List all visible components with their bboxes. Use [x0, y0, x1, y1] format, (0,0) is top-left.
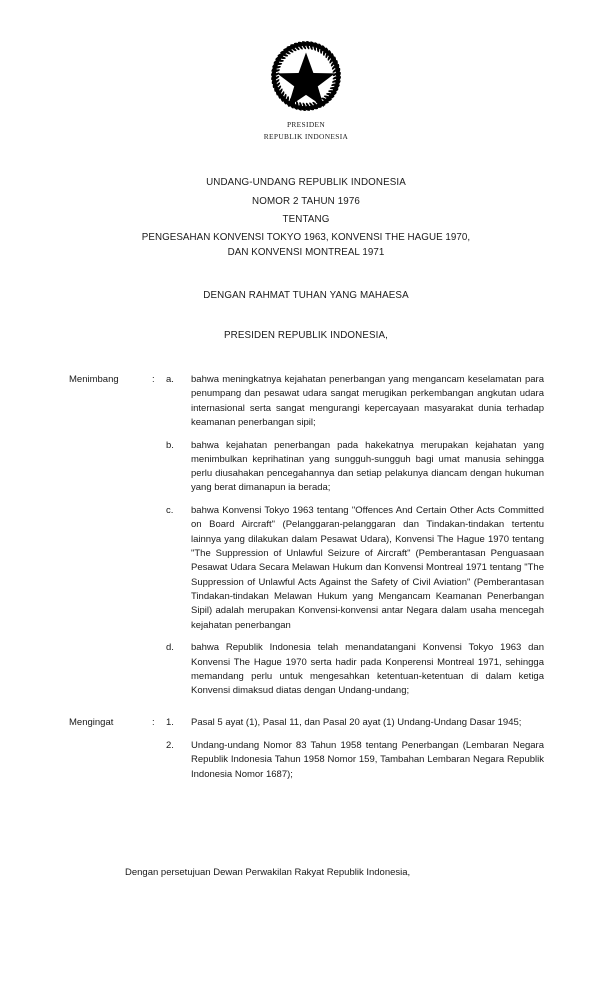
clause-text: bahwa meningkatnya kejahatan penerbangan yang mengancam keselamatan para penumpang dan pesawat udara sangat merugikan perkembangan angkutan udara internasional serta sangat mengurangi kepercayaan masyarakat dunia terhadap keamanan penerbangan sipil;	[191, 374, 544, 428]
legal-basis-group	[0, 716, 612, 782]
document-body	[0, 373, 612, 782]
presidential-emblem-block	[0, 34, 612, 141]
considerations-colon: :	[152, 374, 155, 385]
clause-marker: b.	[166, 439, 174, 451]
title-line-tentang: TENTANG	[282, 214, 330, 226]
closing-approval-line: Dengan persetujuan Dewan Perwakilan Rakyat Republik Indonesia,	[125, 867, 411, 878]
document-title-block	[56, 174, 556, 261]
clause-row	[0, 439, 612, 496]
clause-text: Undang-undang Nomor 83 Tahun 1958 tentang Penerbangan (Lembaran Negara Republik Indonesia Tahun 1958 Nomor 159, Tambahan Lembaran Negara Republik Indonesia Nomor 1687);	[191, 740, 544, 780]
indonesian-presidential-star-wreath-icon	[264, 34, 348, 118]
clause-marker: a.	[166, 374, 174, 385]
clause-row	[0, 739, 612, 782]
emblem-caption-line-1: PRESIDEN	[286, 120, 326, 129]
invocation-line: DENGAN RAHMAT TUHAN YANG MAHAESA	[203, 290, 409, 301]
clause-row	[0, 716, 612, 730]
title-subject-line-1: PENGESAHAN KONVENSI TOKYO 1963, KONVENSI THE HAGUE 1970,	[141, 231, 471, 243]
legal-basis-colon: :	[152, 717, 155, 729]
clause-text: Pasal 5 ayat (1), Pasal 11, dan Pasal 20 ayat (1) Undang-Undang Dasar 1945;	[191, 717, 522, 729]
clause-row	[0, 504, 612, 633]
clause-text: bahwa Konvensi Tokyo 1963 tentang "Offences And Certain Other Acts Committed on Board Aircraft" (Pelanggaran-pelanggaran dan Tindakan-tindakan tertentu lainnya yang dilakukan dalam Pesawat Udara), Konvensi The Hague 1970 tentang "The Suppression of Unlawful Seizure of Aircraft" (Pemberantasan Penguasaan Pesawat Udara Secara Melawan Hukum dan Konvensi Montreal 1971 tentang "The Suppression of Unlawful Acts Against the Safety of Civil Aviation" (Pemberantasan Tindakan-tindakan Melawan Hukum yang Mengancam Keamanan Penerbangan Sipil) adalah merupakan Konvensi-konvensi antar Negara dalam usaha mencegah kejahatan penerbangan	[191, 505, 544, 631]
title-line-number-year: NOMOR 2 TAHUN 1976	[252, 195, 360, 207]
clause-text: bahwa kejahatan penerbangan pada hakekatnya merupakan kejahatan yang menimbulkan keprihatinan yang sungguh-sungguh bagi umat manusia sehingga perlu diusahakan pencegahannya dan setiap pelakunya diancam dengan hukuman yang berat dimanapun ia berada;	[191, 439, 544, 494]
clause-marker: 2.	[166, 740, 174, 752]
clause-marker: 1.	[166, 717, 174, 729]
title-subject-line-2: DAN KONVENSI MONTREAL 1971	[227, 247, 385, 259]
clause-marker: c.	[166, 505, 174, 517]
considerations-label: Menimbang	[69, 374, 119, 385]
title-line-act-name: UNDANG-UNDANG REPUBLIK INDONESIA	[206, 177, 406, 188]
considerations-group	[0, 373, 612, 698]
clause-text: bahwa Republik Indonesia telah menandatangani Konvensi Tokyo 1963 dan Konvensi The Hague 1970 serta hadir pada Konperensi Montreal 1971, sehingga memandang perlu untuk mengesahkan ketentuan-ketentuan di dalam ketiga Konvensi dimaksud diatas dengan Undang-undang;	[191, 642, 544, 697]
clause-row	[0, 373, 612, 430]
clause-row	[0, 641, 612, 698]
clause-marker: d.	[166, 642, 174, 654]
authority-line: PRESIDEN REPUBLIK INDONESIA,	[224, 330, 388, 341]
legal-basis-label: Mengingat	[69, 717, 114, 729]
emblem-caption-line-2: REPUBLIK INDONESIA	[263, 131, 349, 141]
